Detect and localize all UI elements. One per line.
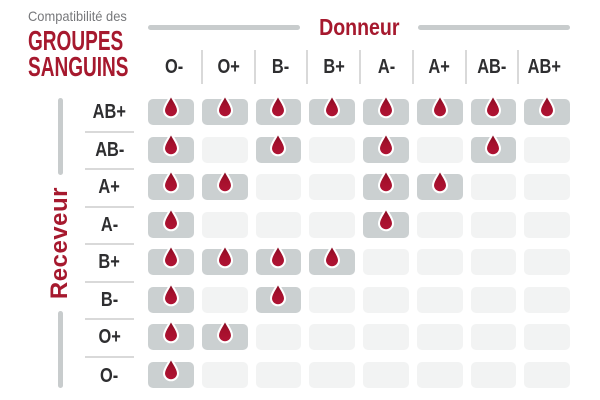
cell-O+-from-AB- [471,324,517,350]
blood-drop-icon [374,93,398,121]
donor-header-label: A- [377,55,396,78]
receiver-header-oneg [85,358,134,396]
receiver-axis-label: Receveur [46,186,73,300]
receiver-header-bneg [85,283,134,321]
cell-AB+-from-AB+ [524,99,570,125]
receiver-header-label: O+ [98,326,121,349]
cell-A+-from-O- [148,174,194,200]
cell-O--from-A+ [417,362,463,388]
blood-drop-icon [428,168,452,196]
donor-header-abpos [517,50,570,84]
blood-drop-icon [213,243,237,271]
donor-header-label: B+ [322,55,345,78]
donor-header-abneg [465,50,518,84]
blood-drop-icon [266,281,290,309]
receiver-axis-line-bottom [58,311,63,388]
cell-O+-from-AB+ [524,324,570,350]
blood-drop-icon [320,243,344,271]
cell-B--from-AB- [471,287,517,313]
cell-O--from-O- [148,362,194,388]
cell-A--from-A+ [417,212,463,238]
cell-B+-from-O- [148,249,194,275]
receiver-header-aneg [85,208,134,246]
receiver-header-abpos [85,95,134,133]
cell-A--from-O- [148,212,194,238]
blood-drop-icon [213,168,237,196]
cell-AB--from-AB- [471,137,517,163]
receiver-header-label: A+ [98,176,121,199]
receiver-header-label: AB- [94,138,125,161]
cell-O--from-O+ [202,362,248,388]
donor-header-label: O- [165,55,184,78]
cell-B+-from-B- [256,249,302,275]
cell-O--from-AB- [471,362,517,388]
blood-drop-icon [535,93,559,121]
cell-A+-from-AB+ [524,174,570,200]
cell-AB+-from-A+ [417,99,463,125]
donor-header-apos [412,50,465,84]
receiver-row-headers [85,95,134,395]
blood-drop-icon [213,93,237,121]
cell-A+-from-B+ [309,174,355,200]
blood-drop-icon [374,168,398,196]
cell-AB--from-A+ [417,137,463,163]
receiver-header-label: AB+ [92,101,127,124]
blood-drop-icon [428,93,452,121]
title-line-groupes: GROUPES [28,25,124,56]
cell-O+-from-A- [363,324,409,350]
cell-O+-from-B+ [309,324,355,350]
cell-A+-from-O+ [202,174,248,200]
receiver-axis-line-top [58,98,63,175]
receiver-header-label: O- [100,364,119,387]
donor-header-aneg [359,50,412,84]
receiver-header-apos [85,170,134,208]
cell-A+-from-A- [363,174,409,200]
blood-drop-icon [159,318,183,346]
cell-B--from-O+ [202,287,248,313]
cell-B+-from-A- [363,249,409,275]
donor-header-label: AB+ [527,55,562,78]
cell-AB--from-B+ [309,137,355,163]
cell-AB+-from-A- [363,99,409,125]
cell-B--from-B- [256,287,302,313]
cell-B+-from-A+ [417,249,463,275]
cell-B+-from-AB+ [524,249,570,275]
cell-A+-from-B- [256,174,302,200]
donor-axis-label: Donneur [318,13,400,40]
cell-AB+-from-O+ [202,99,248,125]
cell-AB+-from-AB- [471,99,517,125]
blood-drop-icon [481,93,505,121]
cell-A--from-AB+ [524,212,570,238]
cell-B--from-O- [148,287,194,313]
cell-AB--from-AB+ [524,137,570,163]
blood-drop-icon [266,243,290,271]
cell-O--from-B- [256,362,302,388]
cell-O--from-B+ [309,362,355,388]
cell-A--from-AB- [471,212,517,238]
blood-drop-icon [159,206,183,234]
cell-AB+-from-B- [256,99,302,125]
donor-header-oneg [148,50,201,84]
cell-B--from-A- [363,287,409,313]
cell-A--from-B+ [309,212,355,238]
receiver-header-label: B- [100,288,119,311]
donor-column-headers [148,50,570,84]
cell-O+-from-O- [148,324,194,350]
blood-drop-icon [374,131,398,159]
receiver-axis [48,98,72,388]
donor-axis-line-right [418,25,570,30]
donor-header-label: B- [272,55,290,78]
cell-AB--from-O+ [202,137,248,163]
receiver-header-abneg [85,133,134,171]
cell-B+-from-B+ [309,249,355,275]
cell-AB--from-B- [256,137,302,163]
receiver-header-opos [85,320,134,358]
cell-O+-from-B- [256,324,302,350]
cell-B--from-AB+ [524,287,570,313]
blood-drop-icon [159,131,183,159]
cell-A--from-O+ [202,212,248,238]
donor-header-bpos [306,50,359,84]
cell-O+-from-O+ [202,324,248,350]
blood-drop-icon [213,318,237,346]
blood-drop-icon [266,131,290,159]
blood-drop-icon [320,93,344,121]
donor-header-label: A+ [428,55,450,78]
blood-drop-icon [266,93,290,121]
cell-B--from-B+ [309,287,355,313]
cell-AB+-from-O- [148,99,194,125]
title-subtitle: Compatibilité des [28,8,127,24]
cell-O--from-AB+ [524,362,570,388]
cell-AB--from-A- [363,137,409,163]
cell-A--from-A- [363,212,409,238]
blood-drop-icon [481,131,505,159]
blood-drop-icon [159,168,183,196]
compatibility-grid [148,95,570,395]
blood-drop-icon [159,93,183,121]
receiver-header-label: B+ [98,251,121,274]
donor-axis [148,13,570,40]
donor-header-bneg [254,50,307,84]
title-line-sanguins: SANGUINS [28,51,129,82]
cell-B+-from-AB- [471,249,517,275]
cell-A--from-B- [256,212,302,238]
cell-AB+-from-B+ [309,99,355,125]
blood-drop-icon [159,281,183,309]
blood-drop-icon [374,206,398,234]
donor-header-label: AB- [477,55,507,78]
cell-O--from-A- [363,362,409,388]
receiver-header-label: A- [100,213,119,236]
cell-A+-from-AB- [471,174,517,200]
blood-drop-icon [159,243,183,271]
cell-AB--from-O- [148,137,194,163]
cell-B--from-A+ [417,287,463,313]
cell-O+-from-A+ [417,324,463,350]
cell-A+-from-A+ [417,174,463,200]
cell-B+-from-O+ [202,249,248,275]
donor-header-opos [201,50,254,84]
donor-axis-line-left [148,25,300,30]
blood-drop-icon [159,356,183,384]
donor-header-label: O+ [216,55,240,78]
receiver-header-bpos [85,245,134,283]
